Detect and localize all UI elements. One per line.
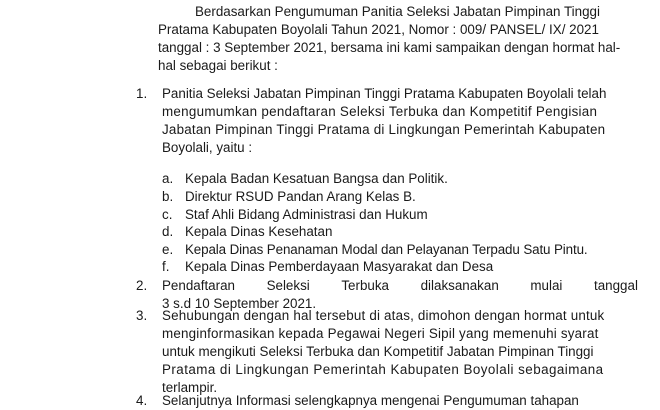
item-2-word-2: Seleksi [266,278,310,293]
item-2-word-1: Pendaftaran [162,278,235,293]
item-4-line-1: Selanjutnya Informasi selengkapnya mengenai Pengumuman tahapan [162,393,579,408]
subitem-d-text: Kepala Dinas Kesehatan [185,224,333,239]
item-2-word-4: dilaksanakan [420,278,499,293]
item-3-line-5: terlampir. [162,380,218,395]
intro-line-3: tanggal : 3 September 2021, bersama ini kami sampaikan dengan hormat hal- [158,40,621,55]
item-1-line-4: Boyolali, yaitu : [162,140,253,155]
item-3-number: 3. [136,308,148,323]
subitem-b-letter: b. [162,189,174,204]
intro-line-4: hal sebagai berikut : [158,58,278,73]
item-3-line-1: Sehubungan dengan hal tersebut di atas, dimohon dengan hormat untuk [162,308,605,323]
item-3-line-2: menginformasikan kepada Pegawai Negeri Sipil yang memenuhi syarat [162,326,599,341]
intro-line-2 [158,21,646,39]
subitem-d-letter: d. [162,224,174,239]
item-1-line-2: mengumumkan pendaftaran Seleksi Terbuka dan Kompetitif Pengisian [162,104,598,119]
item-2-number: 2. [136,278,148,293]
subitem-e-text: Kepala Dinas Penanaman Modal dan Pelayanan Terpadu Satu Pintu. [185,242,588,257]
item-2-word-5: mulai [530,278,563,293]
subitem-f-letter: f. [162,259,170,274]
item-3-line-4: Pratama di Lingkungan Pemerintah Kabupaten Boyolali sebagaimana [162,362,604,377]
item-1-line-1: Panitia Seleksi Jabatan Pimpinan Tinggi Pratama Kabupaten Boyolali telah [162,86,607,101]
item-2-word-3: Terbuka [341,278,389,293]
intro-line-1: Berdasarkan Pengumuman Panitia Seleksi Jabatan Pimpinan Tinggi [195,4,600,19]
subitem-f-text: Kepala Dinas Pemberdayaan Masyarakat dan Desa [185,259,494,274]
item-1-number: 1. [136,86,148,101]
subitem-c-letter: c. [162,207,173,222]
item-2-line-1 [162,277,638,295]
item-3-line-3: untuk mengikuti Seleksi Terbuka dan Kompetitif Jabatan Pimpinan Tinggi [162,344,594,359]
subitem-a-letter: a. [162,171,174,186]
item-2-line-2: 3 s.d 10 September 2021. [162,296,317,311]
intro-line-2-text: Pratama Kabupaten Boyolali Tahun 2021, Nomor : 009/ PANSEL/ IX/ 2021 [158,22,599,37]
item-4-number: 4. [136,393,148,408]
item-1-line-3: Jabatan Pimpinan Tinggi Pratama di Lingkungan Pemerintah Kabupaten [162,122,606,137]
subitem-e-letter: e. [162,242,174,257]
item-2-word-6: tanggal [594,278,638,293]
subitem-c-text: Staf Ahli Bidang Administrasi dan Hukum [185,207,428,222]
subitem-b-text: Direktur RSUD Pandan Arang Kelas B. [185,189,416,204]
subitem-a-text: Kepala Badan Kesatuan Bangsa dan Politik. [185,171,448,186]
